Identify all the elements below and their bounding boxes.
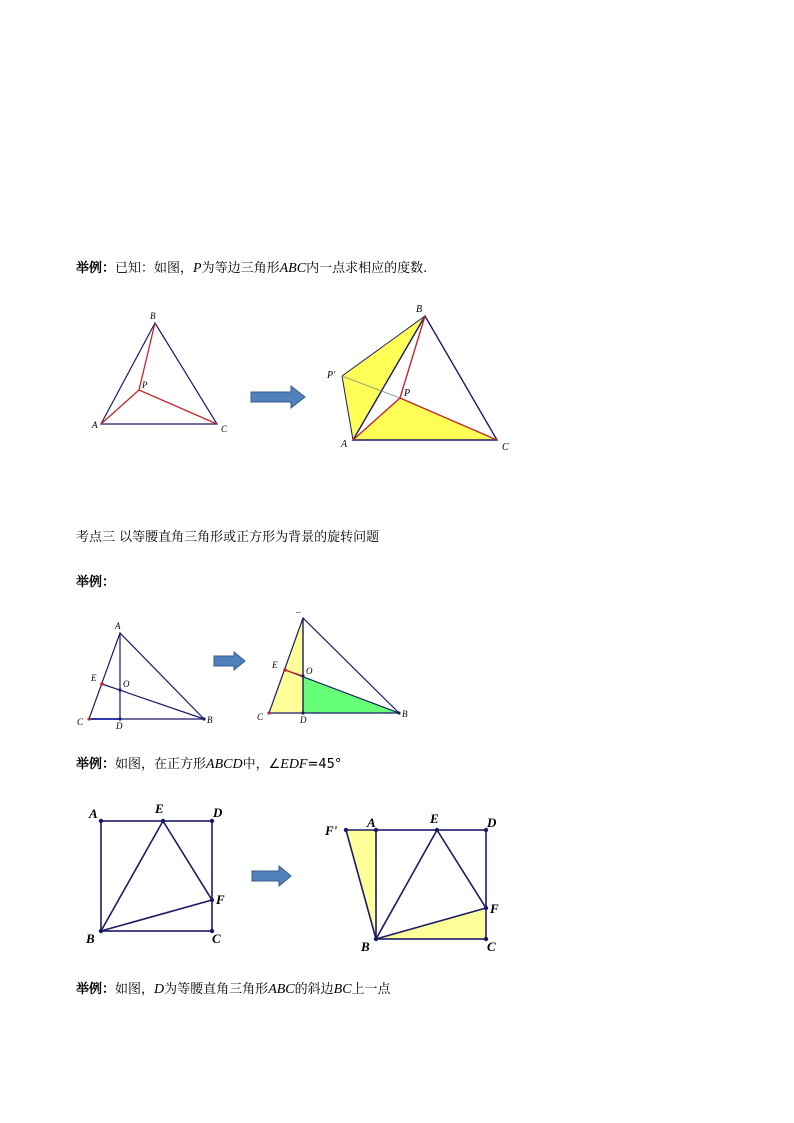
example-label: 举例: [76, 575, 103, 590]
example3-text-a: 如图，在正方形: [115, 757, 207, 772]
fig1-right-triangle: [326, 304, 509, 453]
label-b: B: [86, 931, 95, 946]
arrow-icon: [214, 652, 245, 670]
example-label: 举例: [76, 982, 103, 997]
var-abc: ABC: [268, 982, 295, 997]
example2-line: [76, 574, 115, 592]
example4-text-a: 如图，: [115, 982, 155, 997]
point-e: [161, 819, 165, 823]
label-a: A: [92, 420, 98, 430]
fig3-right: [324, 811, 499, 954]
label-f: F: [216, 892, 225, 907]
point-a: [99, 819, 103, 823]
label-d: D: [213, 805, 223, 820]
example4-text-c: 的斜边: [294, 982, 334, 997]
var-d: D: [154, 982, 165, 997]
example-colon: ：: [102, 261, 116, 276]
label-e: E: [272, 660, 278, 670]
point-b: [202, 717, 205, 720]
segment-bf: [101, 900, 212, 931]
label-a: A: [367, 815, 376, 830]
label-p: P: [404, 388, 411, 399]
point-o: [301, 674, 304, 677]
label-d: D: [116, 721, 123, 731]
example1-text-a: 已知：如图，: [115, 261, 194, 276]
label-c: C: [221, 424, 228, 434]
label-c: C: [77, 717, 84, 727]
label-p: P: [142, 380, 148, 390]
label-d: D: [300, 715, 307, 725]
label-a: A: [341, 439, 348, 450]
triangle-apc-fill: [353, 398, 497, 440]
label-c: C: [212, 931, 221, 946]
figure-right-triangle-rotation: [0, 605, 794, 730]
example3-line: [76, 756, 341, 774]
var-abc: ABC: [279, 261, 307, 276]
fig2-right: [257, 608, 408, 725]
example-colon: ：: [102, 982, 116, 997]
segment-ef: [437, 830, 486, 908]
var-abcd: ABCD: [206, 757, 243, 772]
point-e: [100, 682, 104, 686]
label-o: O: [306, 666, 313, 676]
var-edf: EDF: [280, 757, 308, 772]
example-colon: ：: [102, 575, 116, 590]
example-label: 举例: [76, 261, 103, 276]
label-a: A: [115, 621, 121, 631]
example4-text-d: 上一点: [351, 982, 391, 997]
label-d: D: [487, 815, 497, 830]
fig3-left: [85, 801, 225, 946]
segment-pa: [101, 390, 139, 424]
arrow-icon: [251, 386, 305, 408]
figure-equilateral-rotation: [0, 290, 794, 465]
point-c: [87, 717, 90, 720]
label-b: B: [361, 939, 370, 954]
example-label: 举例: [76, 757, 103, 772]
segment-be: [101, 821, 163, 931]
point-e: [435, 828, 439, 832]
point-c: [267, 711, 270, 714]
figure-square-rotation: [0, 795, 794, 965]
point-b: [397, 711, 400, 714]
label-e: E: [155, 801, 164, 816]
example4-text-b: 为等腰直角三角形: [164, 982, 269, 997]
var-p: P: [193, 261, 202, 276]
arrow-icon: [252, 866, 291, 886]
point-o: [118, 688, 121, 691]
fig2-left: [77, 621, 213, 731]
square-abcd: [101, 821, 212, 931]
example-colon: ：: [102, 757, 116, 772]
label-p-prime: P': [327, 370, 336, 381]
point-b: [99, 929, 103, 933]
point-f: [210, 898, 214, 902]
label-a: A: [89, 806, 98, 821]
label-c: C: [502, 442, 509, 453]
segment-pc: [139, 390, 217, 424]
segment-eb: [102, 684, 204, 719]
section-title: 考点三 以等腰直角三角形或正方形为背景的旋转问题: [76, 530, 380, 545]
segment-be: [376, 830, 437, 939]
example1-text-b: 为等边三角形: [201, 261, 280, 276]
label-e: E: [91, 673, 97, 683]
label-e: E: [430, 811, 439, 826]
example1-text-c: 内一点求相应的度数.: [306, 261, 428, 276]
var-bc: BC: [333, 982, 352, 997]
label-c: C: [257, 712, 264, 722]
label-o: O: [123, 679, 130, 689]
example4-line: [76, 981, 391, 999]
label-c: C: [487, 939, 496, 954]
segment-ef: [163, 821, 212, 900]
point-f-prime: [344, 828, 348, 832]
point-f: [484, 906, 488, 910]
example1-line: [76, 260, 427, 278]
example3-text-c: =45°: [307, 757, 342, 772]
label-b: B: [207, 715, 213, 725]
fig1-left-triangle: [91, 311, 228, 434]
label-b: B: [416, 304, 423, 315]
label-top: --: [296, 608, 301, 616]
point-e: [283, 668, 287, 672]
label-f: F: [490, 901, 499, 916]
example3-text-b: 中，∠: [242, 757, 281, 772]
point-b: [374, 937, 378, 941]
label-f-prime: F': [325, 823, 338, 838]
label-b: B: [402, 709, 408, 719]
label-b: B: [150, 311, 156, 321]
triangle-acb: [89, 633, 204, 719]
